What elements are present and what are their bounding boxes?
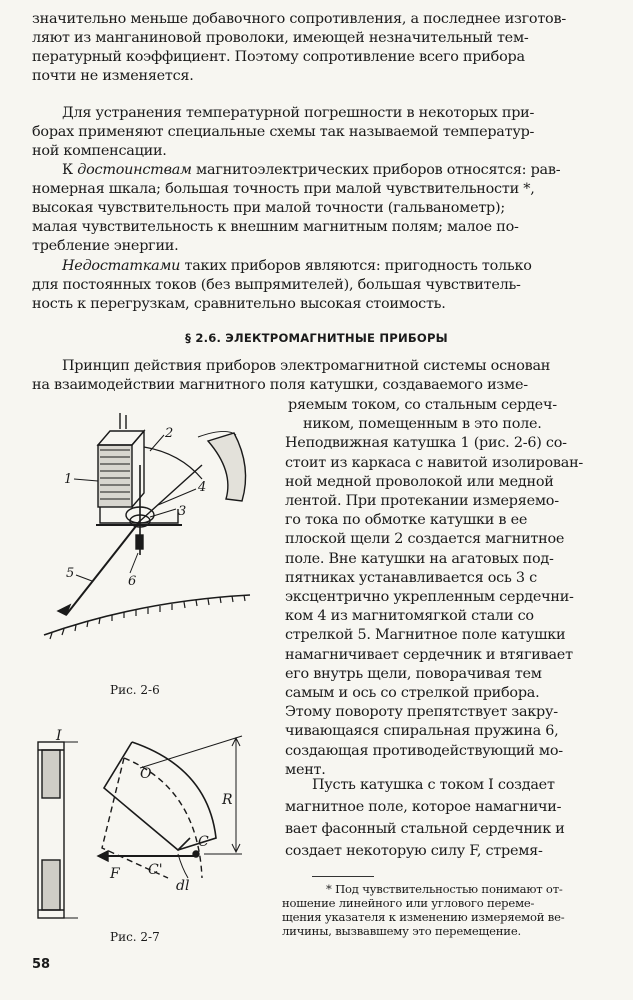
- column-text-line: ником, помещенным в это поле.: [303, 416, 542, 433]
- fig6-label-3: 3: [178, 504, 187, 519]
- footnote-rule: [312, 876, 374, 877]
- column-text-line: намагничивает сердечник и втягивает: [285, 646, 573, 663]
- fig6-label-1: 1: [64, 472, 73, 487]
- fig7-label-O: O: [140, 766, 152, 782]
- section-heading: § 2.6. ЭЛЕКТРОМАГНИТНЫЕ ПРИБОРЫ: [185, 331, 448, 345]
- footnote-line: щения указателя к изменению измеряемой ве-: [282, 910, 565, 924]
- column-text-line: его внутрь щели, поворачивая тем: [285, 665, 542, 682]
- column-text-line: стоит из каркаса с навитой изолирован-: [285, 454, 584, 471]
- column-text-line: поле. Вне катушки на агатовых под-: [285, 550, 554, 567]
- text-line: К достоинствам магнитоэлектрических приборов относятся: рав-: [62, 162, 561, 178]
- fig7-label-I: I: [56, 728, 62, 744]
- figure-2-7-caption: Рис. 2-7: [110, 930, 160, 944]
- figure-2-6: [30, 405, 278, 675]
- text-line: на взаимодействии магнитного поля катушки, создаваемого изме-: [32, 377, 528, 393]
- column-text-line: Этому повороту препятствует закру-: [285, 704, 558, 721]
- text-line: Для устранения температурной погрешности в некоторых при-: [62, 105, 535, 121]
- column-text-line: создающая противодействующий мо-: [285, 742, 563, 759]
- column-text-line: вает фасонный стальной сердечник и: [285, 821, 565, 837]
- fig7-label-C: C: [198, 834, 209, 850]
- column-text-line: чивающаяся спиральная пружина 6,: [285, 723, 559, 740]
- text-line: требление энергии.: [32, 238, 179, 254]
- column-text-line: ком 4 из магнитомягкой стали со: [285, 608, 534, 625]
- text-line: Принцип действия приборов электромагнитной системы основан: [62, 358, 551, 374]
- figure-2-6-caption: Рис. 2-6: [110, 683, 160, 697]
- column-text-line: мент.: [285, 761, 326, 778]
- column-text-line: плоской щели 2 создается магнитное: [285, 531, 565, 548]
- fig6-label-6: 6: [128, 574, 137, 589]
- fig7-label-C-prime: C': [148, 862, 163, 878]
- column-text-line: пятниках устанавливается ось 3 с: [285, 569, 537, 586]
- column-text-line: Пусть катушка с током I создает: [312, 777, 555, 793]
- text-line: ляют из манганиновой проволоки, имеющей незначительный тем-: [32, 30, 529, 46]
- text-line: пературный коэффициент. Поэтому сопротивление всего прибора: [32, 49, 525, 65]
- text-line: для постоянных токов (без выпрямителей), большая чувствитель-: [32, 277, 521, 293]
- figure-2-7: [28, 728, 278, 928]
- footnote-line: * Под чувствительностью понимают от-: [326, 882, 563, 896]
- scale-ticks: [50, 595, 245, 639]
- column-text-line: лентой. При протекании измеряемо-: [285, 493, 559, 509]
- text-line: ной компенсации.: [32, 143, 167, 159]
- text-line: малая чувствительность к внешним магнитным полям; малое по-: [32, 219, 519, 235]
- column-text-line: эксцентрично укрепленным сердечни-: [285, 589, 574, 605]
- fig7-label-R: R: [222, 792, 233, 808]
- column-text-line: Неподвижная катушка 1 (рис. 2-6) со-: [285, 435, 567, 452]
- text-line: почти не изменяется.: [32, 68, 194, 84]
- text-line: номерная шкала; большая точность при малой чувствительности *,: [32, 181, 535, 197]
- text-line: высокая чувствительность при малой точности (гальванометр);: [32, 200, 505, 216]
- fig6-label-2: 2: [165, 426, 174, 441]
- text-line: Недостатками таких приборов являются: пригодность только: [62, 258, 532, 274]
- text-line: борах применяют специальные схемы так называемой температур-: [32, 124, 535, 140]
- text-line: значительно меньше добавочного сопротивления, а последнее изготов-: [32, 11, 566, 27]
- column-text-line: создает некоторую силу F, стремя-: [285, 843, 543, 859]
- text-line: ность к перегрузкам, сравнительно высокая стоимость.: [32, 296, 446, 312]
- page-number: 58: [32, 957, 51, 972]
- column-text-line: магнитное поле, которое намагничи-: [285, 799, 562, 815]
- footnote-line: личины, вызвавшему это перемещение.: [282, 924, 521, 938]
- column-text-line: го тока по обмотке катушки в ее: [285, 512, 528, 529]
- column-text-line: ряемым током, со стальным сердеч-: [288, 397, 557, 413]
- fig6-label-5: 5: [66, 566, 75, 581]
- coil-shape: [98, 445, 132, 507]
- footnote-line: ношение линейного или углового переме-: [282, 896, 535, 910]
- column-text-line: стрелкой 5. Магнитное поле катушки: [285, 627, 566, 644]
- fig7-label-dl: dl: [176, 878, 190, 894]
- column-text-line: ной медной проволокой или медной: [285, 473, 554, 490]
- column-text-line: самым и ось со стрелкой прибора.: [285, 685, 540, 701]
- fig7-label-F: F: [110, 866, 120, 882]
- fig6-label-4: 4: [198, 480, 207, 495]
